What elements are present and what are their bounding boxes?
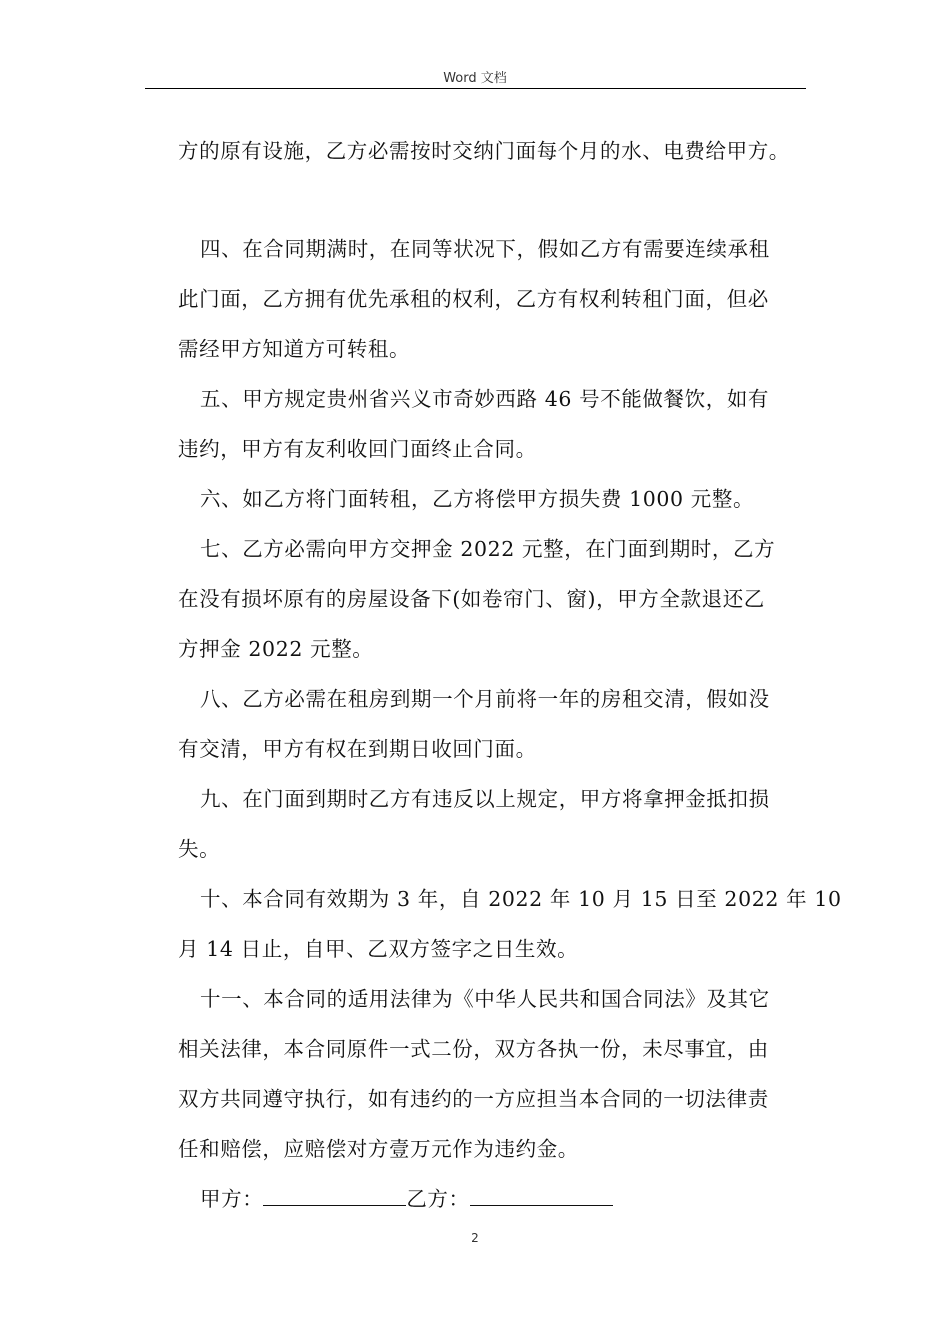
paragraph-line: 失。	[178, 837, 221, 861]
paragraph-line: 相关法律，本合同原件一式二份，双方各执一份，未尽事宜，由	[178, 1037, 769, 1061]
party-a-label: 甲方：	[200, 1187, 264, 1211]
paragraph-line: 任和赔偿，应赔偿对方壹万元作为违约金。	[178, 1137, 579, 1161]
paragraph-line: 方的原有设施，乙方必需按时交纳门面每个月的水、电费给甲方。	[178, 139, 790, 163]
paragraph-line: 六、如乙方将门面转租，乙方将偿甲方损失费 1000 元整。	[200, 487, 755, 511]
page-header-title: Word 文档	[443, 71, 507, 86]
paragraph-line: 十一、本合同的适用法律为《中华人民共和国合同法》及其它	[200, 987, 770, 1011]
paragraph-line: 此门面，乙方拥有优先承租的权利，乙方有权利转租门面，但必	[178, 287, 769, 311]
paragraph-line: 双方共同遵守执行，如有违约的一方应担当本合同的一切法律责	[178, 1087, 769, 1111]
paragraph-spacer	[178, 176, 818, 224]
paragraph-line: 违约，甲方有友利收回门面终止合同。	[178, 437, 537, 461]
paragraph-line: 八、乙方必需在租房到期一个月前将一年的房租交清，假如没	[200, 687, 770, 711]
paragraph-line: 在没有损坏原有的房屋设备下(如卷帘门、窗)，甲方全款退还乙	[178, 587, 765, 611]
paragraph-line: 四、在合同期满时，在同等状况下，假如乙方有需要连续承租	[200, 237, 770, 261]
paragraph-line: 需经甲方知道方可转租。	[178, 337, 411, 361]
paragraph-line: 五、甲方规定贵州省兴义市奇妙西路 46 号不能做餐饮，如有	[200, 387, 770, 411]
paragraph-line: 方押金 2022 元整。	[178, 637, 374, 661]
party-b-label: 乙方：	[406, 1187, 470, 1211]
document-body	[178, 126, 842, 1224]
page-number: 2	[471, 1231, 479, 1245]
signature-line	[178, 1174, 818, 1224]
party-b-signature-blank	[470, 1187, 613, 1206]
paragraph-line: 有交清，甲方有权在到期日收回门面。	[178, 737, 537, 761]
paragraph-line: 九、在门面到期时乙方有违反以上规定，甲方将拿押金抵扣损	[200, 787, 770, 811]
paragraph-line: 十、本合同有效期为 3 年，自 2022 年 10 月 15 日至 2022 年 10	[200, 887, 842, 911]
paragraph-line: 七、乙方必需向甲方交押金 2022 元整，在门面到期时，乙方	[200, 537, 776, 561]
party-a-signature-blank	[263, 1187, 406, 1206]
paragraph-line: 月 14 日止，自甲、乙双方签字之日生效。	[178, 937, 579, 961]
header-divider	[145, 88, 806, 89]
